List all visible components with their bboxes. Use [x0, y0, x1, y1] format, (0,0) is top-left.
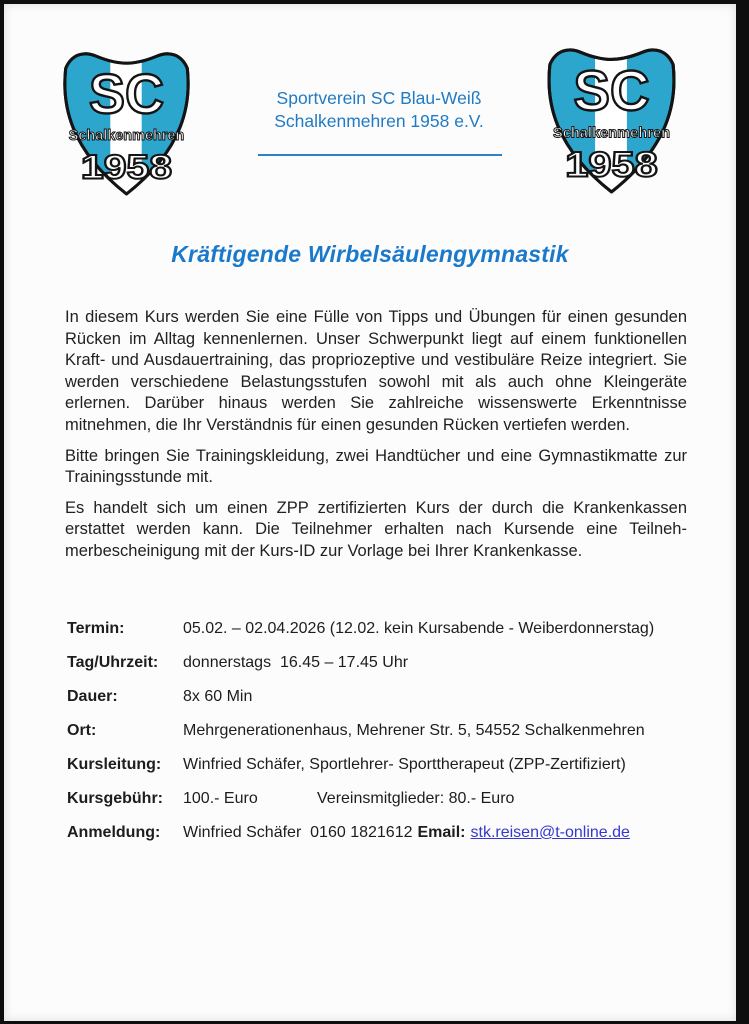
course-details — [67, 619, 712, 857]
email-label: Email: — [417, 824, 466, 841]
crest-initials-text: SC — [573, 58, 650, 122]
description-paragraph-2: Bitte bringen Sie Trainingskleidung, zwei Handtücher und eine Gymnastikmatte zur Trainingsstunde mit. — [65, 446, 687, 487]
email-link[interactable]: stk.reisen@t-online.de — [470, 824, 630, 841]
detail-value-kursleitung: Winfried Schäfer, Sportlehrer- Sporttherapeut (ZPP-Zertifiziert) — [183, 756, 626, 773]
club-name-header — [214, 87, 544, 132]
description-paragraph-1: In diesem Kurs werden Sie eine Fülle von Tipps und Übungen für einen gesunden Rücken im Alltag kennenlernen. Unser Schwerpunkt liegt auf einem funktionellen Kraft- und Ausdauertraining, das propriozeptive und vestibuläre Reize integriert. Sie werden verschiedene Belastungsstufen sowohl mit als auch ohne Kleingeräte erlernen. Darüber hinaus werden Sie zahlreiche wissenswerte Erkenntnisse mitnehmen, die Ihr Verständnis für einen gesunden Rücken vertiefen werden. — [65, 308, 687, 434]
detail-row-ort — [67, 721, 712, 741]
detail-row-anmeldung — [67, 823, 712, 843]
detail-row-dauer — [67, 687, 712, 707]
detail-value-kursgebuehr: 100.- Euro — [183, 790, 258, 807]
detail-label-dauer: Dauer: — [67, 688, 118, 705]
detail-row-kursleitung — [67, 755, 712, 775]
detail-label-tag-uhrzeit: Tag/Uhrzeit: — [67, 654, 159, 671]
detail-row-termin — [67, 619, 712, 639]
crest-town-text: Schalkenmehren — [552, 125, 671, 142]
crest-initials-text: SC — [89, 62, 164, 125]
detail-label-ort: Ort: — [67, 722, 97, 739]
course-description — [65, 307, 687, 572]
description-paragraph-3: Es handelt sich um einen ZPP zertifizierten Kurs der durch die Krankenkassen erstattet werden kann. Die Teilnehmer erhalten nach Kursende eine Teilnehmerbescheinigung mit der Kurs-ID zur Vorlage bei Ihrer Krankenkasse. — [65, 498, 687, 560]
club-name-line2: Schalkenmehren 1958 e.V. — [274, 110, 484, 131]
detail-label-anmeldung: Anmeldung: — [67, 824, 161, 841]
course-title: Kräftigende Wirbelsäulengymnastik — [171, 241, 569, 267]
crest-year-text: 1958 — [80, 148, 173, 187]
detail-value-dauer: 8x 60 Min — [183, 688, 253, 705]
club-crest-left-icon — [54, 46, 199, 198]
detail-value-termin: 05.02. – 02.04.2026 (12.02. kein Kursabende - Weiberdonnerstag) — [183, 620, 655, 637]
flyer-page — [4, 4, 736, 1021]
crest-town-text: Schalkenmehren — [68, 128, 185, 145]
detail-label-termin: Termin: — [67, 620, 125, 637]
detail-label-kursgebuehr: Kursgebühr: — [67, 790, 163, 807]
header-underline — [258, 154, 502, 156]
club-name-line1: Sportverein SC Blau-Weiß — [276, 88, 482, 108]
detail-value-kursgebuehr-mitglieder: Vereinsmitglieder: 80.- Euro — [317, 790, 515, 807]
detail-row-kursgebuehr — [67, 789, 712, 809]
detail-value-ort: Mehrgenerationenhaus, Mehrener Str. 5, 54552 Schalkenmehren — [183, 722, 645, 739]
detail-value-anmeldung-contact: Winfried Schäfer 0160 1821612 — [183, 824, 413, 841]
detail-row-tag-uhrzeit — [67, 653, 712, 673]
detail-label-kursleitung: Kursleitung: — [67, 756, 162, 773]
crest-year-text: 1958 — [565, 145, 658, 185]
detail-value-tag-uhrzeit: donnerstags 16.45 – 17.45 Uhr — [183, 654, 409, 671]
shield-icon — [54, 46, 199, 198]
shield-icon — [538, 42, 685, 196]
club-crest-right-icon — [538, 42, 685, 196]
